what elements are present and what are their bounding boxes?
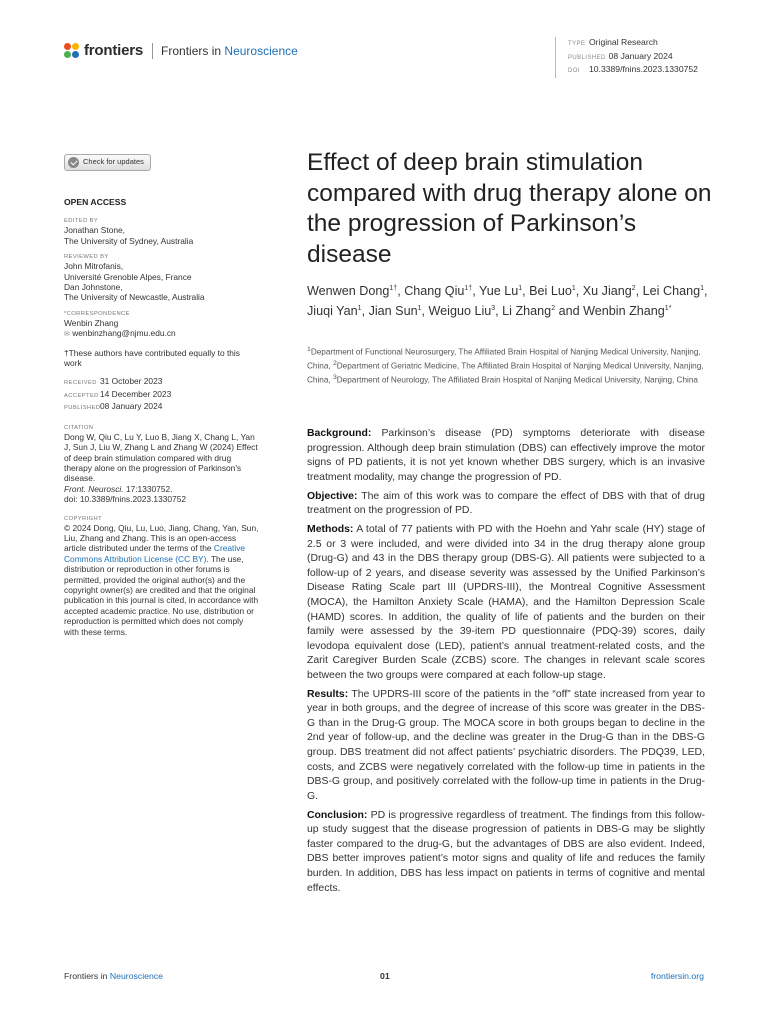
editor-affiliation: The University of Sydney, Australia (64, 235, 194, 246)
abstract-objective (307, 490, 705, 519)
author-affiliation-marker: 1* (664, 304, 672, 312)
abstract-heading: Background: (307, 428, 372, 439)
affiliation-marker: 2 (332, 359, 337, 367)
logo-dot-3 (64, 51, 71, 58)
article-meta (555, 37, 698, 78)
meta-key: DOI (568, 68, 580, 74)
reviewer-affiliation: The University of Newcastle, Australia (64, 292, 205, 303)
reviewer-affiliation: Université Grenoble Alpes, France (64, 271, 192, 282)
abstract (307, 427, 705, 900)
abstract-heading: Methods: (307, 523, 354, 535)
footer-journal-prefix: Frontiers in (64, 971, 108, 981)
author-separator: , (575, 284, 583, 298)
author[interactable] (479, 284, 522, 298)
abstract-text: The aim of this work was to compare the effect of DBS with that of drug treatment on the progression of PD. (307, 490, 705, 517)
meta-doi (568, 64, 698, 78)
author-separator: , (397, 284, 405, 298)
author[interactable] (643, 284, 704, 298)
abstract-methods (307, 523, 705, 684)
citation-volume: 17:1330752. (125, 483, 173, 494)
meta-key: TYPE (568, 41, 586, 47)
abstract-background (307, 427, 705, 485)
citation-block (64, 432, 259, 505)
reviewed-by-label: REVIEWED BY (64, 254, 109, 261)
citation-doi[interactable]: doi: 10.3389/fnins.2023.1330752 (64, 494, 187, 505)
abstract-heading: Objective: (307, 490, 358, 502)
journal-title[interactable] (161, 44, 298, 58)
author-affiliation-marker: 1 (571, 284, 576, 292)
author[interactable] (369, 304, 422, 318)
dates-block (64, 376, 259, 413)
checkmark-icon (68, 157, 79, 168)
affiliation-text: Department of Neurology, The Affiliated Brain Hospital of Nanjing Medical University, Nanjing, China (336, 375, 698, 385)
author[interactable] (428, 304, 495, 318)
author-separator: , (472, 284, 479, 298)
citation-text: Dong W, Qiu C, Lu Y, Luo B, Jiang X, Chang L, Yan J, Sun J, Liu W, Zhang L and Zhang W (2024) Effect of deep brain stimulation compared with drug therapy alone on the progression of Parkinson's disease. (64, 431, 258, 484)
author-separator: and (555, 303, 584, 318)
author-affiliation-marker: 1 (357, 304, 362, 312)
author-affiliation-marker: 1† (464, 284, 473, 292)
date-value: 14 December 2023 (100, 388, 172, 399)
article-title: Effect of deep brain stimulation compared with drug therapy alone on the progression of Parkinson’s disease (307, 149, 712, 268)
author[interactable] (307, 304, 362, 318)
footer-site-link[interactable]: frontiersin.org (650, 971, 704, 981)
correspondence-email: wenbinzhang@njmu.edu.cn (72, 328, 176, 339)
author-affiliation-marker: 1 (518, 284, 523, 292)
author[interactable] (583, 284, 636, 298)
envelope-icon: ✉ (64, 331, 70, 339)
meta-key: PUBLISHED (568, 54, 606, 61)
author[interactable] (529, 284, 576, 298)
meta-value[interactable]: 10.3389/fnins.2023.1330752 (589, 64, 698, 74)
date-published (64, 401, 259, 413)
affiliation-marker: 1 (307, 346, 311, 353)
author-name: Li Zhang (502, 303, 552, 318)
header-divider (152, 43, 153, 59)
author[interactable] (404, 284, 472, 298)
copyright-block (64, 523, 259, 637)
affiliation-text: Department of Geriatric Medicine, The Affiliated Brain Hospital of Nanjing Medical University, Nanjing, China, (307, 361, 704, 385)
author-name: Wenwen Dong (307, 284, 390, 298)
check-updates-button[interactable] (64, 154, 151, 171)
date-accepted (64, 389, 259, 401)
author-separator: , (421, 303, 429, 318)
brand-name[interactable]: frontiers (84, 42, 144, 59)
author-name: Lei Chang (642, 284, 701, 298)
reviewer-name: John Mitrofanis, (64, 261, 124, 272)
affiliation-marker: 3 (332, 373, 337, 381)
sidebar (64, 154, 259, 637)
author-name: Jiuqi Yan (307, 303, 358, 318)
author-name: Bei Luo (529, 284, 572, 298)
journal-header (64, 42, 298, 59)
author[interactable] (502, 304, 555, 318)
author-name: Wenbin Zhang (583, 303, 665, 318)
author-separator: , (522, 284, 530, 298)
open-access-label: OPEN ACCESS (64, 197, 127, 207)
author-affiliation-marker: 1 (417, 304, 422, 312)
author-separator: , (704, 284, 708, 298)
abstract-text: A total of 77 patients with PD with the Hoehn and Yahr scale (HY) stage of 2.5 or 3 were included, and were divided into 34 in the drug therapy alone group (Drug-G) and 43 in the DBS therapy group (DBS-G). All patients were subjected to a follow-up of 2 years, and disease severity was assessed by the Unified Parkinson’s Disease Rating Scale part III (UPDRS-III), the Montreal Cognitive Assessment (MOCA), the Hamilton Anxiety Scale (HAMA), and the Hamilton Depression Scale (HAMD) scores. In addition, the quality of life of patients and the burden on their family were assessed by the 39-item PD questionnaire (PDQ-39) scores, daily levodopa equivalent dose (LED), patient’s annual treatment-related costs, and the Zarit Caregiver Burden Scale (ZCBS) score. The changes in relevant scale scores between the two groups were compared at each follow-up stage. (307, 523, 705, 681)
abstract-results (307, 688, 705, 805)
author-affiliation-marker: 2 (631, 284, 636, 292)
editor-name: Jonathan Stone, (64, 225, 126, 236)
abstract-text: PD is progressive regardless of treatment. The findings from this follow-up study suggest that the disease progression of patients in DBS-G may be slightly faster compared to the drug-G, but the advantages of DBS are also evident. Indeed, DBS better improves patient’s motor signs and quality of life and reduces the family burden. In addition, DBS has less impact on patients in terms of cognitive and mental effects. (307, 809, 705, 894)
author-affiliation-marker: 3 (491, 304, 496, 312)
affiliations (307, 344, 707, 386)
reviewer-name: Dan Johnstone, (64, 282, 123, 293)
author-name: Xu Jiang (582, 284, 632, 298)
author-name: Weiguo Liu (428, 303, 492, 318)
edited-by-label: EDITED BY (64, 218, 99, 225)
abstract-heading: Results: (307, 688, 349, 700)
author-name: Chang Qiu (404, 284, 465, 298)
author[interactable] (307, 284, 397, 298)
date-key: ACCEPTED (64, 392, 99, 399)
citation-label: CITATION (64, 424, 94, 431)
date-received (64, 376, 259, 388)
author[interactable] (583, 304, 671, 318)
license-link[interactable]: Creative Commons Attribution License (CC BY) (64, 543, 246, 564)
frontiers-logo-icon (64, 43, 80, 59)
abstract-heading: Conclusion: (307, 809, 368, 821)
author-separator: , (495, 303, 503, 318)
copyright-text: . The use, distribution or reproduction in other forums is permitted, provided the original author(s) and the copyright owner(s) are credited and that the original publication in this journal is cited, in accordance with accepted academic practice. No use, distribution or reproduction is permitted which does not comply with these terms. (64, 553, 259, 637)
abstract-text: The UPDRS-III score of the patients in the “off” state increased from year to year in both groups, and the degree of increase of this score was greater in the DBS-G than in the Drug-G group. The MOCA score in both groups began to decline in the 2nd year of follow-up, and the decline was greater in the Drug-G than in the DBS-G group. DBS treatment did not affect patients’ psychiatric disorders. The PDQ39, LED, costs, and ZCBS were negatively correlated with the follow-up time in patients in the DBS-G group, and positively correlated with the follow-up time in patients in the Drug-G. (307, 688, 705, 802)
abstract-text: Parkinson’s disease (PD) symptoms deteriorate with disease progression. Although deep brain stimulation (DBS) can effectively improve the motor signs of PD patients, it is not yet known whether DBS surgery, which is an invasive treatment modality, may change the progression of PD. (307, 428, 705, 483)
author-affiliation-marker: 2 (551, 304, 556, 312)
correspondence-label: *CORRESPONDENCE (64, 310, 130, 317)
logo-dot-1 (64, 43, 71, 50)
meta-value: Original Research (589, 37, 658, 47)
author-affiliation-marker: 1 (700, 284, 704, 292)
author-separator: , (361, 303, 369, 318)
footer-journal[interactable] (64, 971, 163, 981)
author-name: Jian Sun (368, 303, 418, 318)
correspondence-email-row[interactable] (64, 328, 259, 340)
affiliation-text: Department of Functional Neurosurgery, The Affiliated Brain Hospital of Nanjing Medical University, Nanjing, China, (307, 347, 701, 371)
author-list (307, 282, 717, 321)
date-value: 08 January 2024 (100, 401, 163, 412)
date-key: PUBLISHED (64, 405, 101, 412)
meta-published (568, 51, 698, 65)
logo-dot-4 (72, 51, 79, 58)
citation-journal: Front. Neurosci. (64, 483, 124, 494)
journal-prefix: Frontiers in (161, 43, 222, 58)
author-separator: , (635, 284, 643, 298)
check-updates-label: Check for updates (83, 157, 144, 167)
copyright-label: COPYRIGHT (64, 515, 103, 522)
equal-contribution-note: †These authors have contributed equally to this work (64, 347, 240, 369)
correspondence-name: Wenbin Zhang (64, 317, 119, 328)
meta-type (568, 37, 698, 51)
author-affiliation-marker: 1† (389, 284, 398, 292)
footer-journal-name: Neuroscience (109, 971, 163, 981)
page-number: 01 (380, 971, 390, 981)
author-name: Yue Lu (478, 284, 519, 298)
logo-dot-2 (72, 43, 79, 50)
copyright-text: © 2024 Dong, Qiu, Lu, Luo, Jiang, Chang, Yan, Sun, Liu, Zhang and Zhang. This is an open-access article distributed under the terms of the (64, 522, 259, 554)
journal-name: Neuroscience (224, 43, 298, 58)
date-key: RECEIVED (64, 380, 97, 387)
date-value: 31 October 2023 (100, 376, 163, 387)
meta-value: 08 January 2024 (608, 50, 673, 61)
abstract-conclusion (307, 809, 705, 897)
